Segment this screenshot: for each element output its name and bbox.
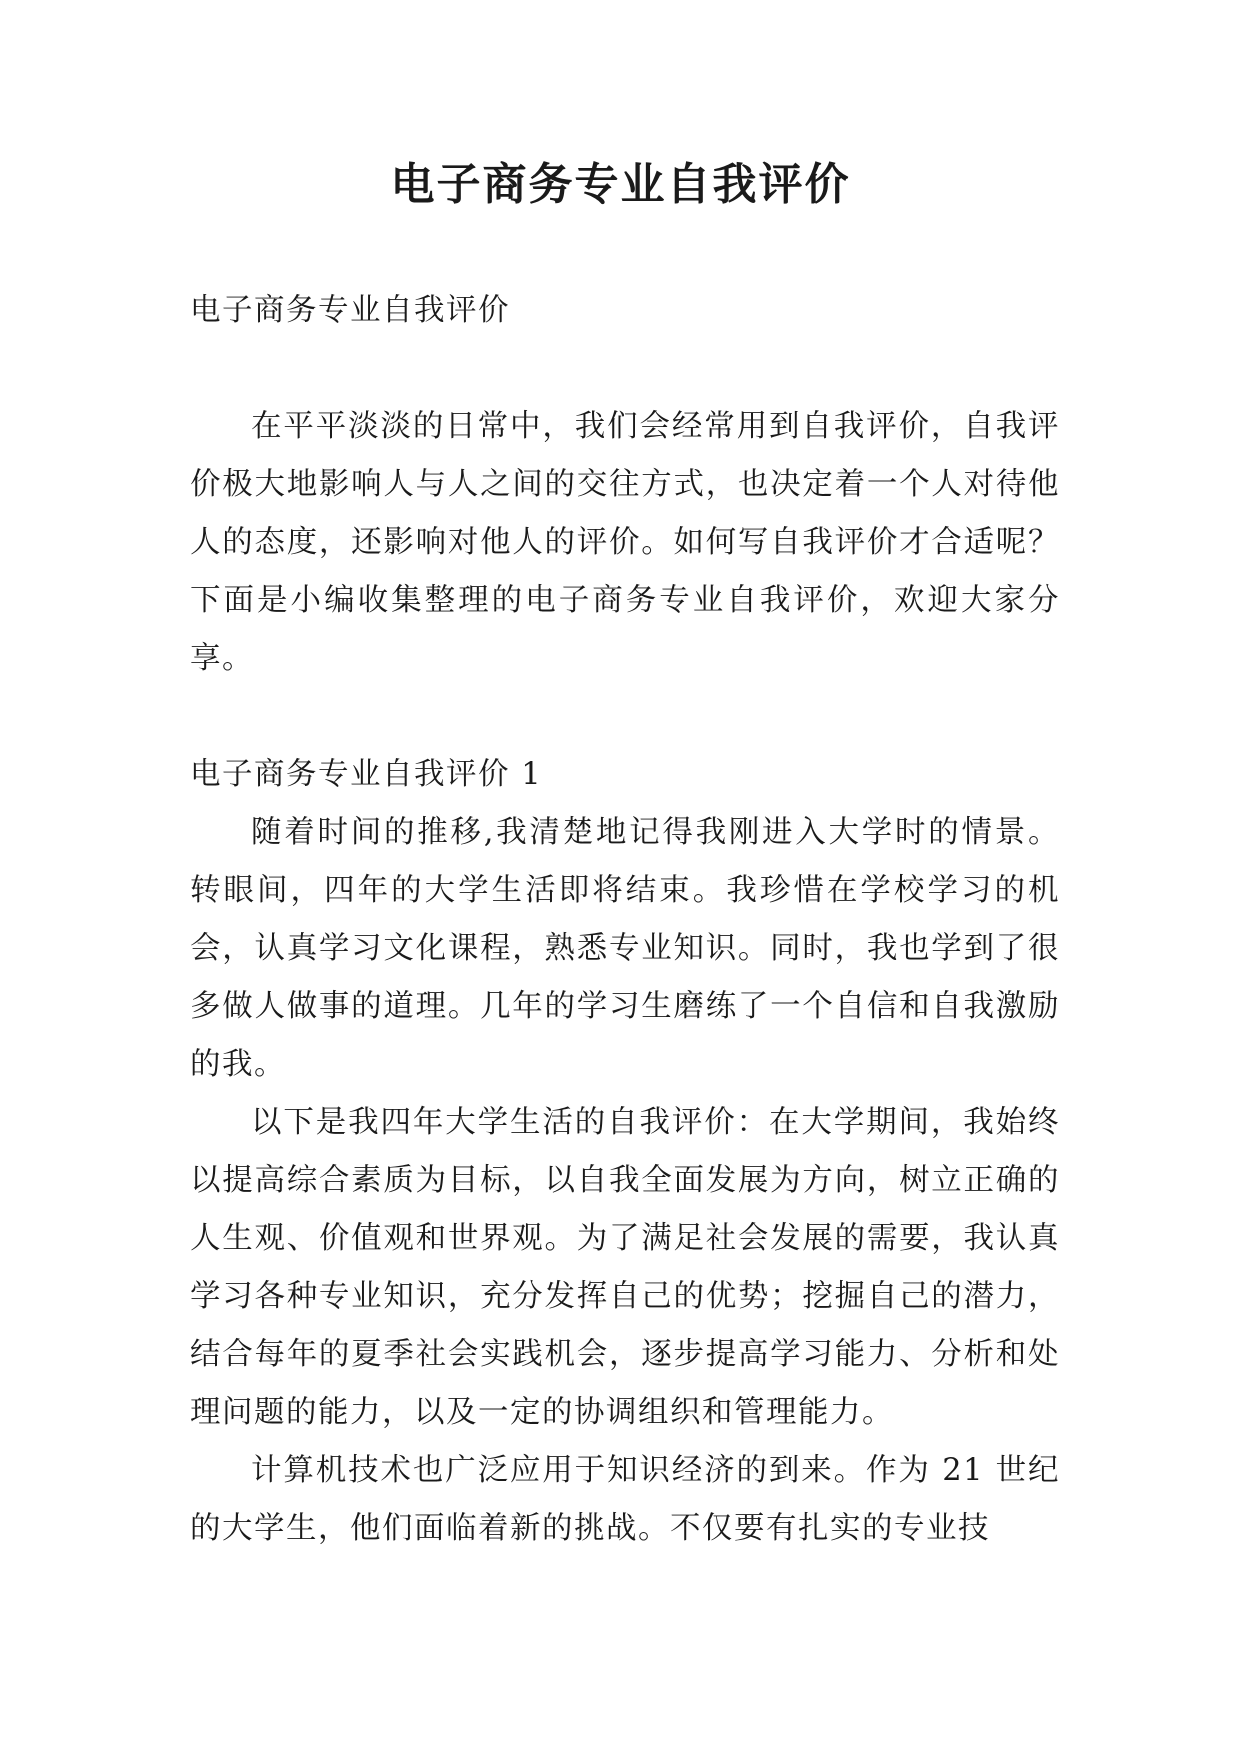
spacer bbox=[190, 688, 1060, 746]
document-title: 电子商务专业自我评价 bbox=[390, 159, 851, 210]
document-subtitle: 电子商务专业自我评价 bbox=[190, 293, 510, 328]
body-paragraph: 随着时间的推移,我清楚地记得我刚进入大学时的情景。转眼间，四年的大学生活即将结束。我珍惜在学校学习的机会，认真学习文化课程，熟悉专业知识。同时，我也学到了很多做人做事的道理。几年的学习生磨练了一个自信和自我激励的我。 bbox=[190, 815, 1060, 1082]
spacer bbox=[190, 340, 1060, 398]
body-paragraph: 计算机技术也广泛应用于知识经济的到来。作为 21 世纪的大学生，他们面临着新的挑战。不仅要有扎实的专业技 bbox=[190, 1453, 1060, 1546]
section-heading: 电子商务专业自我评价 1 bbox=[190, 757, 543, 792]
intro-paragraph: 在平平淡淡的日常中，我们会经常用到自我评价，自我评价极大地影响人与人之间的交往方式，也决定着一个人对待他人的态度，还影响对他人的评价。如何写自我评价才合适呢？下面是小编收集整理的电子商务专业自我评价，欢迎大家分享。 bbox=[190, 409, 1060, 676]
body-paragraph: 以下是我四年大学生活的自我评价：在大学期间，我始终以提高综合素质为目标，以自我全面发展为方向，树立正确的人生观、价值观和世界观。为了满足社会发展的需要，我认真学习各种专业知识，充分发挥自己的优势；挖掘自己的潜力，结合每年的夏季社会实践机会，逐步提高学习能力、分析和处理问题的能力，以及一定的协调组织和管理能力。 bbox=[190, 1105, 1060, 1430]
document-body bbox=[190, 282, 1060, 1558]
